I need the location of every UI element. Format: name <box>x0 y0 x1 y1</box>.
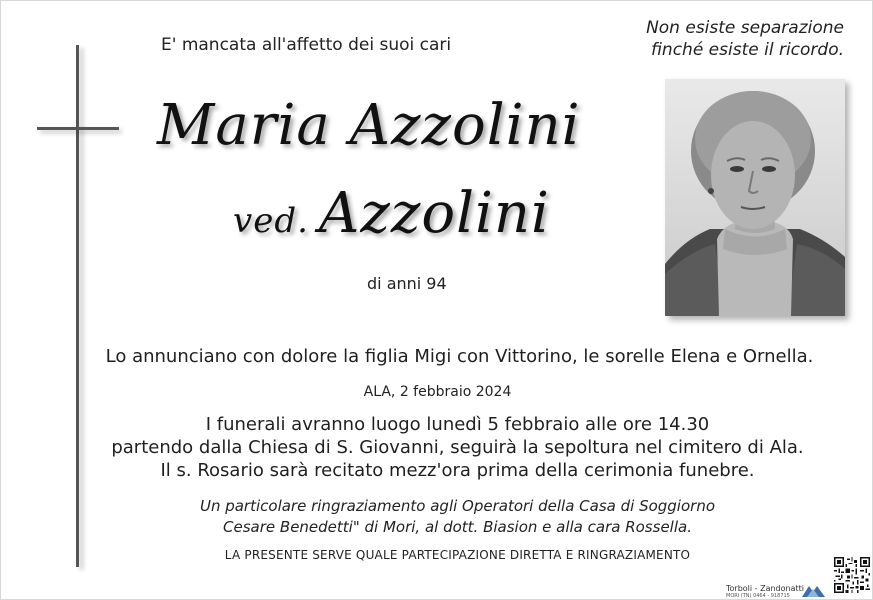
quote-line-2: finché esiste il ricordo. <box>650 40 844 60</box>
deceased-maiden-name <box>233 181 550 246</box>
intro-text: E' mancata all'affetto dei suoi cari <box>161 35 452 55</box>
quote-line-1: Non esiste separazione <box>646 18 844 38</box>
deceased-name: Maria Azzolini <box>157 93 581 158</box>
place-date: ALA, 2 febbraio 2024 <box>363 384 512 400</box>
memorial-quote <box>584 17 844 61</box>
funeral-home-brand <box>726 584 804 599</box>
funeral-details <box>21 413 873 482</box>
age-text: di anni 94 <box>367 274 447 293</box>
funeral-line-3: Il s. Rosario sarà recitato mezz'ora prima della cerimonia funebre. <box>160 460 755 481</box>
thanks-text <box>21 496 873 538</box>
funeral-line-2: partendo dalla Chiesa di S. Giovanni, seguirà la sepoltura nel cimitero di Ala. <box>111 437 804 458</box>
funeral-home-logo-icon <box>801 584 827 598</box>
cross-horizontal-bar <box>37 127 119 130</box>
brand-contact: MORI (TN) 0464 - 918715 <box>726 593 790 599</box>
qr-code-icon[interactable] <box>834 557 870 593</box>
thanks-line-1: Un particolare ringraziamento agli Operatori della Casa di Soggiorno <box>199 497 716 515</box>
portrait-photo <box>665 79 845 316</box>
announcement-text: Lo annunciano con dolore la figlia Migi con Vittorino, le sorelle Elena e Ornella. <box>105 346 814 367</box>
funeral-line-1: I funerali avranno luogo lunedì 5 febbraio alle ore 14.30 <box>205 414 710 435</box>
thanks-line-2: Cesare Benedetti" di Mori, al dott. Biasion e alla cara Rossella. <box>223 518 692 536</box>
maiden-surname: Azzolini <box>318 181 550 246</box>
participation-notice: LA PRESENTE SERVE QUALE PARTECIPAZIONE DIRETTA E RINGRAZIAMENTO <box>224 548 691 562</box>
ved-label: ved. <box>233 201 309 241</box>
cross-vertical-bar <box>76 45 79 567</box>
brand-name: Torboli - Zandonatti <box>726 584 804 593</box>
